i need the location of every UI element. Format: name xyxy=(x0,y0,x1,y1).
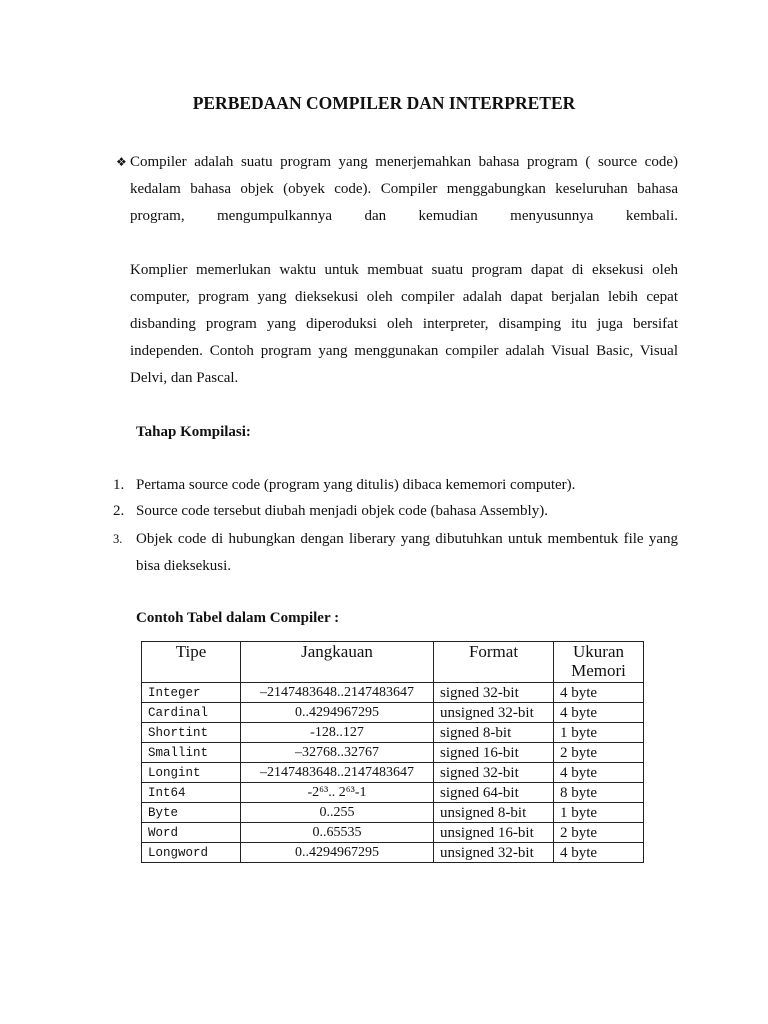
table-body xyxy=(142,683,644,863)
table-row xyxy=(142,803,644,823)
table-row xyxy=(142,743,644,763)
paragraph-line: Komplier memerlukan waktu untuk membuat suatu program dapat di eksekusi oleh xyxy=(130,262,678,278)
list-item xyxy=(136,498,678,525)
table-row xyxy=(142,823,644,843)
cell-jangkauan: –32768..32767 xyxy=(241,743,434,763)
cell-ukuran: 8 byte xyxy=(554,783,644,803)
intro-paragraph xyxy=(130,149,678,230)
cell-format: signed 32-bit xyxy=(434,763,554,783)
diamond-bullet-icon: ❖ xyxy=(116,155,127,169)
cell-tipe: Longint xyxy=(142,763,241,783)
table-row xyxy=(142,783,644,803)
paragraph-line: disbanding program yang diperoduksi oleh interpreter, disamping itu juga bersifat xyxy=(130,316,678,332)
table-heading: Contoh Tabel dalam Compiler : xyxy=(136,610,340,626)
cell-jangkauan: -2⁶³.. 2⁶³-1 xyxy=(241,783,434,803)
cell-jangkauan: –2147483648..2147483647 xyxy=(241,763,434,783)
cell-ukuran: 1 byte xyxy=(554,803,644,823)
paragraph-line: kedalam bahasa objek (obyek code). Compiler menggabungkan keseluruhan bahasa xyxy=(130,181,678,197)
cell-ukuran: 1 byte xyxy=(554,723,644,743)
list-item-text: bisa dieksekusi. xyxy=(136,558,231,574)
cell-jangkauan: 0..65535 xyxy=(241,823,434,843)
table-row xyxy=(142,683,644,703)
table-row xyxy=(142,703,644,723)
cell-ukuran: 2 byte xyxy=(554,743,644,763)
cell-format: signed 32-bit xyxy=(434,683,554,703)
column-header-format: Format xyxy=(434,642,554,683)
page-title: PERBEDAAN COMPILER DAN INTERPRETER xyxy=(192,93,576,113)
cell-jangkauan: –2147483648..2147483647 xyxy=(241,683,434,703)
cell-format: unsigned 16-bit xyxy=(434,823,554,843)
cell-tipe: Shortint xyxy=(142,723,241,743)
list-item-number: 3. xyxy=(113,532,123,546)
table-row xyxy=(142,763,644,783)
steps-heading: Tahap Kompilasi: xyxy=(136,424,251,440)
cell-jangkauan: 0..4294967295 xyxy=(241,843,434,863)
list-item-text: Pertama source code (program yang ditulis) dibaca kememori computer). xyxy=(136,477,576,493)
cell-tipe: Word xyxy=(142,823,241,843)
cell-jangkauan: 0..4294967295 xyxy=(241,703,434,723)
table-header-row xyxy=(142,642,644,683)
cell-jangkauan: -128..127 xyxy=(241,723,434,743)
paragraph-line: computer, program yang dieksekusi oleh compiler adalah dapat berjalan lebih cepat xyxy=(130,289,678,305)
cell-ukuran: 4 byte xyxy=(554,843,644,863)
cell-tipe: Int64 xyxy=(142,783,241,803)
list-item-text: Objek code di hubungkan dengan liberary yang dibutuhkan untuk membentuk file yang xyxy=(136,531,678,547)
column-header-tipe: Tipe xyxy=(142,642,241,683)
paragraph-line: Compiler adalah suatu program yang menerjemahkan bahasa program ( source code) xyxy=(130,154,678,170)
list-item xyxy=(136,526,678,580)
data-type-table xyxy=(141,641,644,863)
cell-tipe: Integer xyxy=(142,683,241,703)
list-item-number: 2. xyxy=(113,503,125,519)
paragraph-line: program, mengumpulkannya dan kemudian menyusunnya kembali. xyxy=(130,208,678,224)
list-item xyxy=(136,472,678,499)
cell-format: signed 8-bit xyxy=(434,723,554,743)
cell-tipe: Cardinal xyxy=(142,703,241,723)
list-item-number: 1. xyxy=(113,477,125,493)
compiler-paragraph xyxy=(130,257,678,392)
cell-format: signed 16-bit xyxy=(434,743,554,763)
cell-ukuran: 4 byte xyxy=(554,703,644,723)
cell-jangkauan: 0..255 xyxy=(241,803,434,823)
cell-tipe: Smallint xyxy=(142,743,241,763)
cell-ukuran: 4 byte xyxy=(554,763,644,783)
table-row xyxy=(142,723,644,743)
cell-format: unsigned 32-bit xyxy=(434,843,554,863)
paragraph-line: independen. Contoh program yang menggunakan compiler adalah Visual Basic, Visual xyxy=(130,343,678,359)
cell-tipe: Longword xyxy=(142,843,241,863)
cell-ukuran: 4 byte xyxy=(554,683,644,703)
table-row xyxy=(142,843,644,863)
list-item-text: Source code tersebut diubah menjadi objek code (bahasa Assembly). xyxy=(136,503,548,519)
cell-ukuran: 2 byte xyxy=(554,823,644,843)
cell-tipe: Byte xyxy=(142,803,241,823)
column-header-ukuran-memori: Ukuran Memori xyxy=(554,642,644,683)
cell-format: unsigned 8-bit xyxy=(434,803,554,823)
paragraph-line: Delvi, dan Pascal. xyxy=(130,370,239,386)
column-header-jangkauan: Jangkauan xyxy=(241,642,434,683)
cell-format: unsigned 32-bit xyxy=(434,703,554,723)
cell-format: signed 64-bit xyxy=(434,783,554,803)
